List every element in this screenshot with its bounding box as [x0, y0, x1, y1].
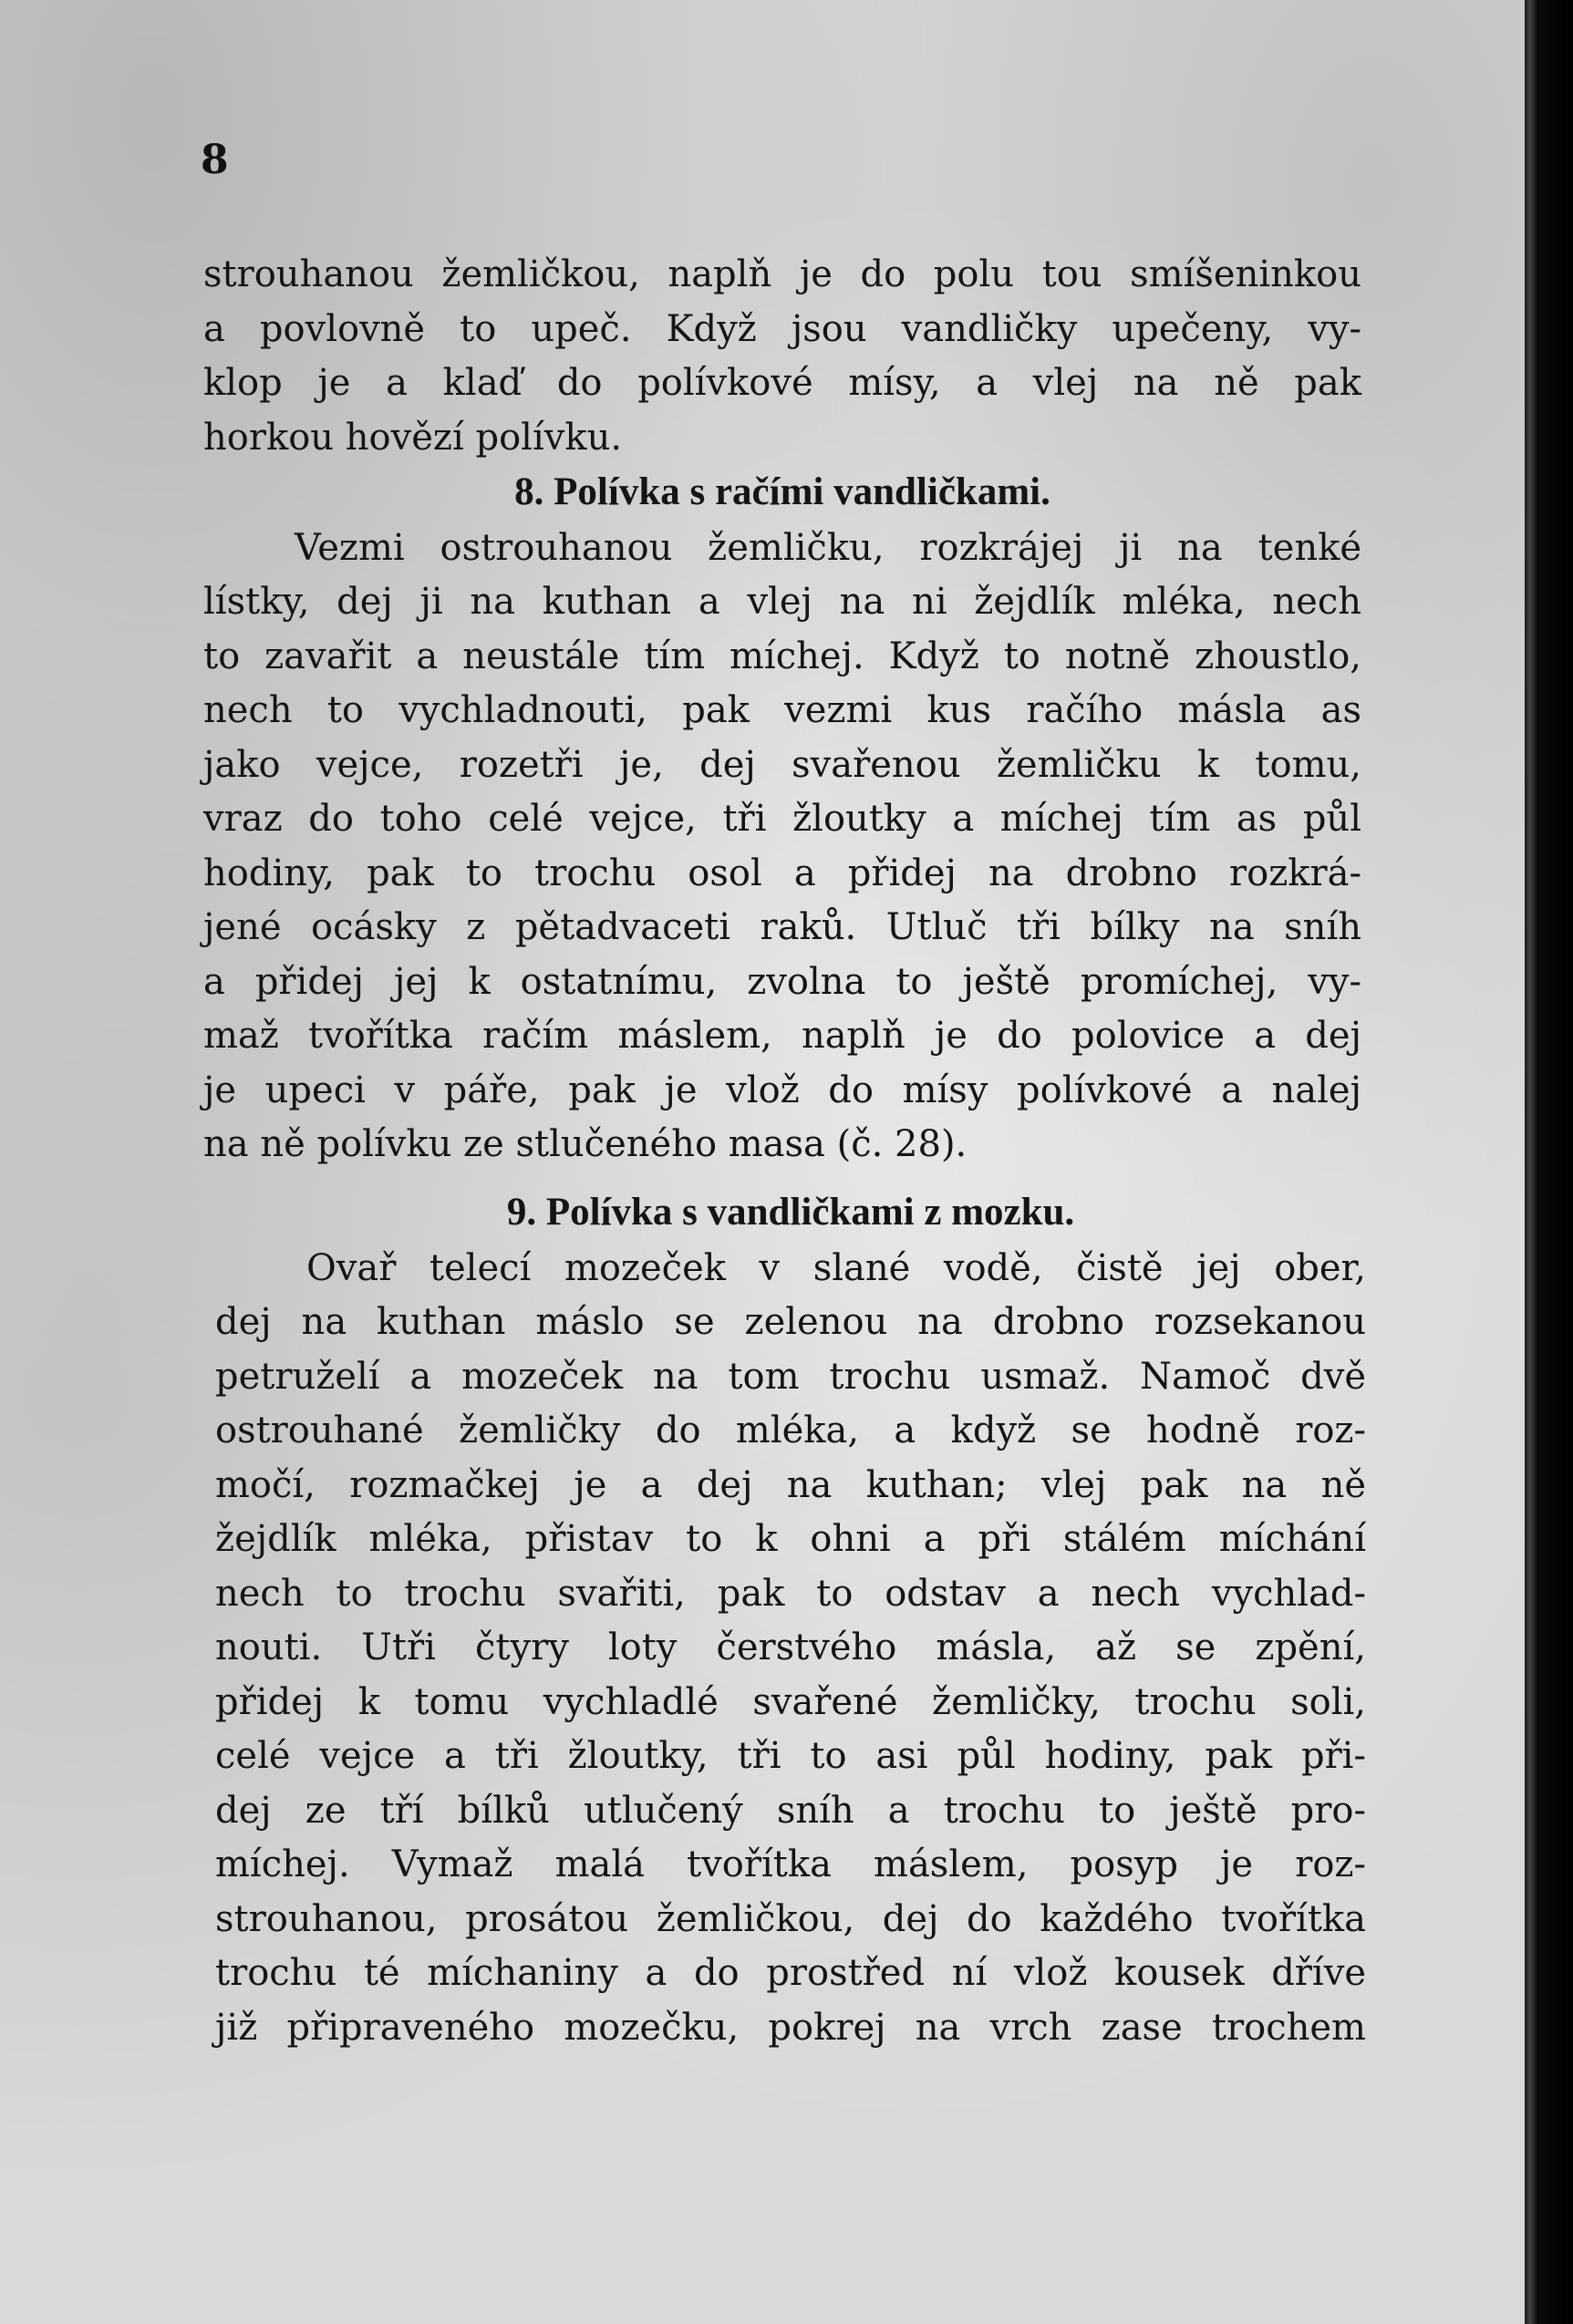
text-line: již připraveného mozečku, pokrej na vrch zase trochem: [215, 2006, 1366, 2049]
text-line: přidej k tomu vychladlé svařené žemličky, trochu soli,: [215, 1680, 1366, 1723]
text-line: dej ze tří bílků utlučený sníh a trochu to ještě pro-: [215, 1789, 1366, 1832]
text-line: petruželí a mozeček na tom trochu usmaž. Namoč dvě: [215, 1355, 1366, 1398]
section-heading: 9. Polívka s vandličkami z mozku.: [506, 1191, 1075, 1234]
text-line: dej na kuthan máslo se zelenou na drobno rozsekanou: [215, 1301, 1366, 1343]
text-line: celé vejce a tři žloutky, tři to asi půl hodiny, pak při-: [215, 1735, 1366, 1777]
text-line: lístky, dej ji na kuthan a vlej na ni žejdlík mléka, nech: [203, 581, 1361, 623]
text-line: nech to vychladnouti, pak vezmi kus račího másla as: [203, 689, 1361, 731]
text-line: Ovař telecí mozeček v slané vodě, čistě jej ober,: [306, 1246, 1366, 1289]
text-line: trochu té míchaniny a do prostřed ní vlož kousek dříve: [215, 1952, 1366, 1994]
text-line: míchej. Vymaž malá tvořítka máslem, posyp je roz-: [215, 1844, 1366, 1885]
text-line: vraz do toho celé vejce, tři žloutky a míchej tím as půl: [203, 798, 1361, 840]
text-line: žejdlík mléka, přistav to k ohni a při stálém míchání: [215, 1518, 1366, 1560]
section-heading: 8. Polívka s račími vandličkami.: [514, 470, 1050, 513]
text-line: to zavařit a neustále tím míchej. Když to notně zhoustlo,: [203, 635, 1361, 677]
text-line: a povlovně to upeč. Když jsou vandličky upečeny, vy-: [203, 307, 1361, 350]
text-line: nouti. Utři čtyry loty čerstvého másla, až se zpění,: [215, 1627, 1366, 1668]
text-line: a přidej jej k ostatnímu, zvolna to ještě promíchej, vy-: [203, 960, 1361, 1003]
text-line: močí, rozmačkej je a dej na kuthan; vlej pak na ně: [215, 1463, 1366, 1506]
text-line: na ně polívku ze stlučeného masa (č. 28).: [203, 1123, 968, 1165]
text-line: maž tvořítka račím máslem, naplň je do polovice a dej: [203, 1015, 1361, 1057]
text-line: horkou hovězí polívku.: [203, 416, 623, 459]
text-line: ostrouhané žemličky do mléka, a když se hodně roz-: [215, 1410, 1366, 1451]
text-line: Vezmi ostrouhanou žemličku, rozkrájej ji na tenké: [295, 526, 1361, 569]
text-line: nech to trochu svařiti, pak to odstav a nech vychlad-: [215, 1572, 1366, 1615]
page-number: 8: [201, 137, 229, 183]
text-line: klop je a klaď do polívkové mísy, a vlej na ně pak: [203, 362, 1361, 404]
text-line: strouhanou žemličkou, naplň je do polu tou smíšeninkou: [203, 253, 1361, 295]
text-line: jako vejce, rozetři je, dej svařenou žemličku k tomu,: [203, 743, 1361, 786]
text-line: je upeci v páře, pak je vlož do mísy polívkové a nalej: [203, 1069, 1361, 1111]
paragraph-continuation: [203, 248, 1361, 465]
text-line: jené ocásky z pětadvaceti raků. Utluč tři bílky na sníh: [203, 906, 1361, 948]
section-9: [215, 1185, 1366, 2055]
text-line: hodiny, pak to trochu osol a přidej na drobno rozkrá-: [203, 852, 1361, 894]
text-line: strouhanou, prosátou žemličkou, dej do každého tvořítka: [215, 1897, 1366, 1940]
page-edge-shadow: [1525, 0, 1573, 2324]
section-8: [203, 465, 1361, 1172]
